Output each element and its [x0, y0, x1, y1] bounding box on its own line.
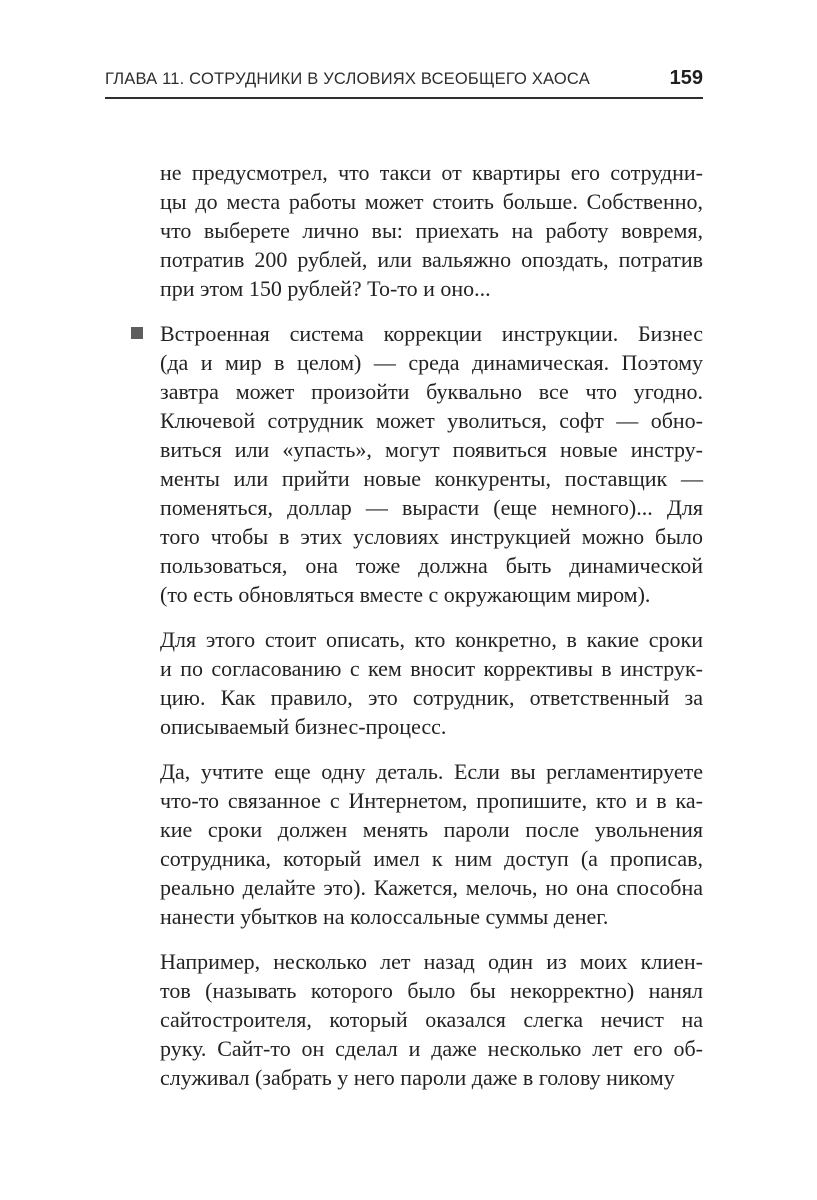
text-line: при этом 150 рублей? То-то и оно... — [160, 276, 491, 301]
text-line: нанести убытков на колоссальные суммы денег. — [160, 904, 609, 929]
page-header — [105, 67, 703, 99]
text-line: руку. Сайт-то он сделал и даже несколько лет его об- — [160, 1036, 703, 1061]
text-line: потратив 200 рублей, или вальяжно опоздать, потратив — [160, 247, 703, 272]
text-line: (да и мир в целом) — среда динамическая. Поэтому — [160, 350, 703, 375]
bullet-paragraph — [160, 319, 703, 609]
paragraph — [160, 947, 703, 1092]
text-line: пользоваться, она тоже должна быть динамической — [160, 553, 703, 578]
text-line: Да, учтите еще одну деталь. Если вы регламентируете — [160, 759, 703, 784]
text-line: и по согласованию с кем вносит коррективы в инструк- — [160, 656, 703, 681]
text-line: сайтостроителя, который оказался слегка нечист на — [160, 1007, 703, 1032]
text-line: Встроенная система коррекции инструкции. Бизнес — [160, 321, 703, 346]
text-line: тов (называть которого было бы некорректно) нанял — [160, 978, 703, 1003]
header-rule — [105, 97, 703, 99]
text-line: цию. Как правило, это сотрудник, ответственный за — [160, 685, 703, 710]
text-line: того чтобы в этих условиях инструкцией можно было — [160, 524, 703, 549]
text-line: завтра может произойти буквально все что угодно. — [160, 379, 703, 404]
text-line: виться или «упасть», могут появиться новые инстру- — [160, 437, 703, 462]
paragraph — [160, 625, 703, 741]
paragraph — [160, 158, 703, 303]
text-line: Ключевой сотрудник может уволиться, софт — обно- — [160, 408, 703, 433]
square-bullet-icon — [131, 327, 143, 339]
page-number: 159 — [669, 67, 703, 89]
paragraph — [160, 757, 703, 931]
text-line: что выберете лично вы: приехать на работу вовремя, — [160, 218, 703, 243]
text-line: Для этого стоит описать, кто конкретно, в какие сроки — [160, 627, 703, 652]
text-line: служивал (забрать у него пароли даже в голову никому — [160, 1065, 675, 1090]
text-line: цы до места работы может стоить больше. Собственно, — [160, 189, 703, 214]
text-line: кие сроки должен менять пароли после увольнения — [160, 817, 703, 842]
text-line: что-то связанное с Интернетом, пропишите, кто и в ка- — [160, 788, 703, 813]
text-line: поменяться, доллар — вырасти (еще немного)... Для — [160, 495, 703, 520]
text-line: Например, несколько лет назад один из моих клиен- — [160, 949, 703, 974]
text-line: сотрудника, который имел к ним доступ (а прописав, — [160, 846, 703, 871]
text-column — [160, 158, 703, 1092]
chapter-heading: ГЛАВА 11. СОТРУДНИКИ В УСЛОВИЯХ ВСЕОБЩЕГО ХАОСА — [105, 70, 590, 88]
text-line: менты или прийти новые конкуренты, поставщик — — [160, 466, 703, 491]
text-line: не предусмотрел, что такси от квартиры его сотрудни- — [160, 160, 703, 185]
text-line: описываемый бизнес-процесс. — [160, 714, 447, 739]
text-line: реально делайте это). Кажется, мелочь, но она способна — [160, 875, 703, 900]
page-header-row — [105, 67, 703, 90]
text-line: (то есть обновляться вместе с окружающим миром). — [160, 582, 651, 607]
